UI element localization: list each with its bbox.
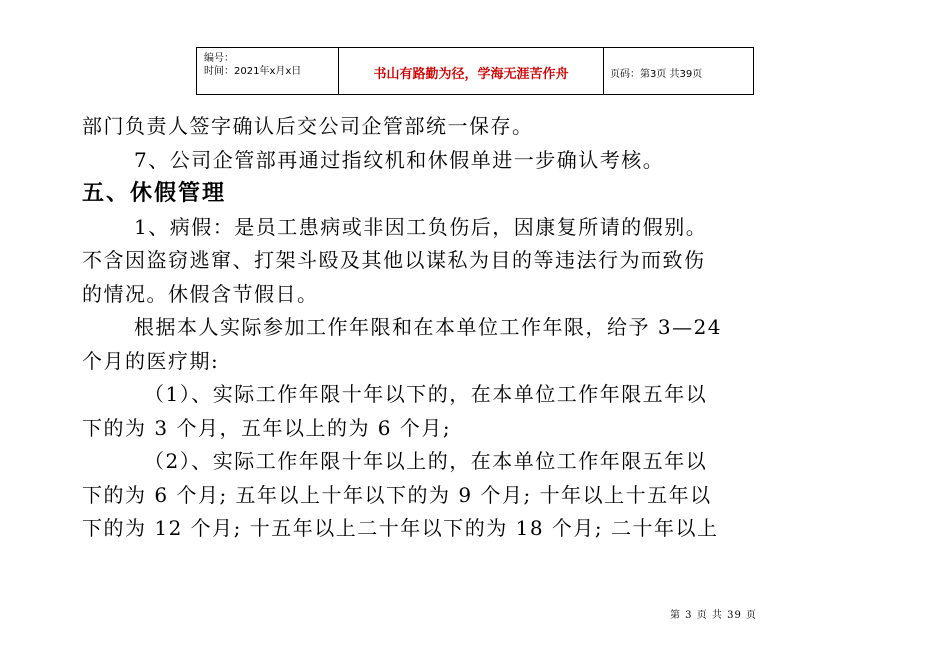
sick-leave-line: 不含因盗窃逃窜、打架斗殴及其他以谋私为目的等违法行为而致伤 <box>82 248 706 272</box>
header-page-info: 页码：第3页 共39页 <box>610 68 703 80</box>
item1-line: 下的为 3 个月，五年以上的为 6 个月; <box>82 415 452 440</box>
header-time-label: 时间：2021年x月x日 <box>204 66 302 77</box>
section-heading: 五、休假管理 <box>82 181 227 206</box>
header-number-label: 编号： <box>204 53 234 64</box>
item2-line: 下的为 6 个月; 五年以上十年以下的为 9 个月; 十年以上十五年以 <box>82 482 712 507</box>
body-line: 部门负责人签字确认后交公司企管部统一保存。 <box>82 114 534 138</box>
item1-line: （1）、实际工作年限十年以下的，在本单位工作年限五年以 <box>144 382 708 406</box>
body-line: 7、公司企管部再通过指纹机和休假单进一步确认考核。 <box>134 147 665 172</box>
item2-line: （2）、实际工作年限十年以上的，在本单位工作年限五年以 <box>144 449 708 473</box>
page-footer: 第 3 页 共 39 页 <box>670 610 757 621</box>
document-body <box>82 110 882 546</box>
header-meta-cell <box>197 48 339 94</box>
medical-period-line: 个月的医疗期: <box>82 348 220 373</box>
header-motto: 书山有路勤为径，学海无涯苦作舟 <box>339 48 604 94</box>
sick-leave-line: 1、病假：是员工患病或非因工负伤后，因康复所请的假别。 <box>134 214 708 239</box>
item2-line: 下的为 12 个月; 十五年以上二十年以下的为 18 个月; 二十年以上 <box>82 516 719 540</box>
page-header <box>196 47 754 95</box>
sick-leave-line: 的情况。休假含节假日。 <box>82 281 319 306</box>
medical-period-line: 根据本人实际参加工作年限和在本单位工作年限，给予 3—24 <box>134 315 723 339</box>
